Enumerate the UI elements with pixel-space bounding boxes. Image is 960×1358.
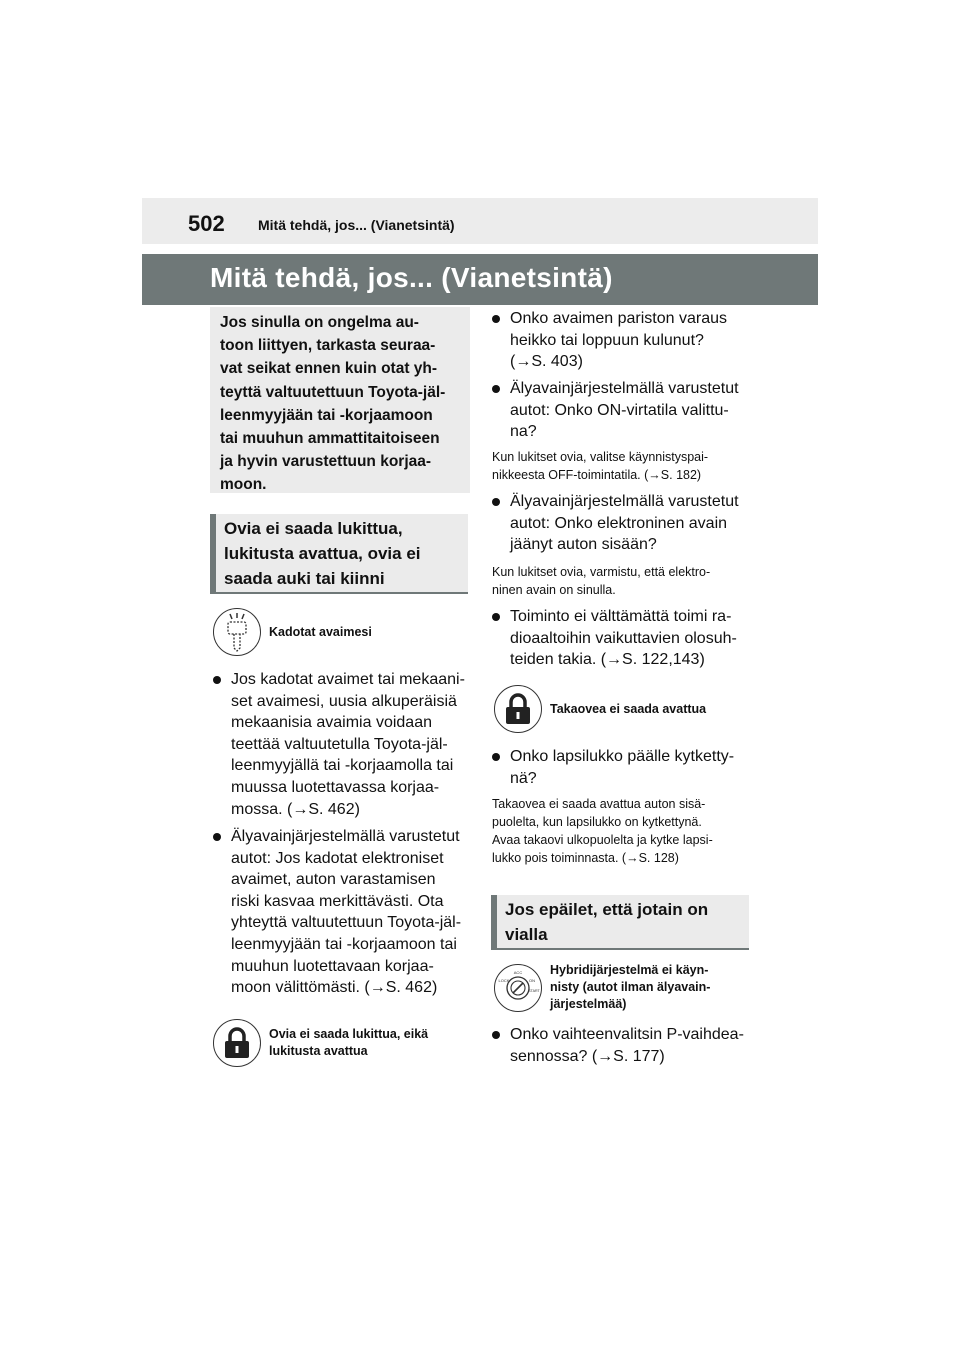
running-header-title: Mitä tehdä, jos... (Vianetsintä)	[258, 217, 455, 233]
note-text: Takaovea ei saada avattua auton sisä- puolelta, kun lapsilukko on kytkettynä. Avaa takaovi ulkopuolelta ja kytke lapsi- lukko pois toiminnasta. (→S. 128)	[492, 797, 713, 865]
svg-text:LOCK: LOCK	[498, 977, 510, 983]
subhead-door-lock	[213, 1019, 428, 1067]
heading-line: vialla	[505, 925, 548, 944]
key-icon	[213, 608, 261, 656]
heading-line: Ovia ei saada lukittua,	[224, 519, 403, 538]
section-heading-doors	[210, 514, 468, 594]
bullet-text: Älyavainjärjestelmällä varustetut autot: Onko elektroninen avain jäänyt auton sisään?	[510, 493, 739, 554]
intro-line: leenmyyjään tai -korjaamoon	[220, 406, 433, 424]
bullet-dot	[213, 833, 221, 841]
subhead-label: Kadotat avaimesi	[269, 624, 372, 639]
intro-box	[210, 307, 470, 493]
intro-line: vat seikat ennen kuin otat yh-	[220, 360, 438, 378]
list-item	[213, 826, 473, 1000]
bullet-dot	[492, 498, 500, 506]
bullet-dot	[492, 385, 500, 393]
ignition-switch-icon	[494, 964, 542, 1012]
svg-text:START: START	[528, 988, 540, 993]
list-item	[492, 606, 752, 672]
list-item	[492, 1024, 752, 1068]
heading-line: saada auki tai kiinni	[224, 569, 385, 588]
section-heading-suspected-fault	[491, 895, 749, 950]
bullet-text: Onko avaimen pariston varaus heikko tai loppuun kulunut? (→S. 403)	[510, 310, 727, 371]
list-item	[492, 308, 752, 374]
bullet-dot	[492, 1031, 500, 1039]
subhead-label: Hybridijärjestelmä ei käyn- nisty (autot ilman älyavain- järjestelmää)	[550, 963, 711, 1011]
intro-line: toon liittyen, tarkasta seuraa-	[220, 337, 436, 355]
bullet-text: Onko vaihteenvalitsin P-vaihdea- sennossa? (→S. 177)	[510, 1026, 744, 1065]
bullet-dot	[213, 676, 221, 684]
list-item	[213, 669, 473, 821]
padlock-icon	[213, 1019, 261, 1067]
list-item	[492, 378, 752, 444]
header-bar	[142, 198, 818, 244]
subhead-hybrid-no-start	[494, 962, 710, 1013]
subhead-lost-keys	[213, 608, 372, 656]
padlock-icon	[494, 685, 542, 733]
bullet-dot	[492, 753, 500, 761]
page-title: Mitä tehdä, jos... (Vianetsintä)	[210, 262, 613, 293]
subhead-label: Takaovea ei saada avattua	[550, 701, 707, 716]
subhead-rear-door	[494, 685, 706, 733]
heading-line: lukitusta avattua, ovia ei	[224, 544, 421, 563]
bullet-text: Älyavainjärjestelmällä varustetut autot: Onko ON-virtatila valittu- na?	[510, 380, 739, 441]
list-item	[492, 746, 752, 790]
intro-line: Jos sinulla on ongelma au-	[220, 314, 419, 331]
subhead-label: Ovia ei saada lukittua, eikä lukitusta avattua	[269, 1027, 429, 1058]
note-text: Kun lukitset ovia, valitse käynnistyspai- nikkeesta OFF-toimintatila. (→S. 182)	[492, 450, 709, 482]
bullet-dot	[492, 315, 500, 323]
bullet-dot	[492, 613, 500, 621]
svg-text:ON: ON	[529, 977, 535, 983]
note-text: Kun lukitset ovia, varmistu, että elektro- ninen avain on sinulla.	[492, 565, 711, 597]
page-number: 502	[188, 211, 225, 236]
intro-line: teyttä valtuutettuun Toyota-jäl-	[220, 383, 446, 401]
bullet-text: Jos kadotat avaimet tai mekaani- set avaimesi, uusia alkuperäisiä mekaanisia avaimia voidaan teettää valtuutetulla Toyota-jäl- leenmyyjällä tai -korjaamolla tai muussa luotettavassa korjaa- mossa. (→S. 462)	[231, 671, 465, 818]
intro-line: tai muuhun ammattitaitoiseen	[220, 430, 440, 448]
intro-line: ja hyvin varustettuun korjaa-	[220, 453, 432, 471]
bullet-text: Älyavainjärjestelmällä varustetut autot: Jos kadotat elektroniset avaimet, auton varastamisen riski kasvaa merkittävästi. Ota yhteyttä valtuutettuun Toyota-jäl- leenmyyjään tai -korjaamoon tai muuhun luotettavaan korjaa- moon välittömästi. (→S. 462)	[231, 828, 462, 997]
heading-line: Jos epäilet, että jotain on	[505, 900, 709, 919]
bullet-text: Onko lapsilukko päälle kytketty- nä?	[510, 748, 735, 787]
intro-line: moon.	[220, 476, 267, 494]
bullet-text: Toiminto ei välttämättä toimi ra- dioaaltoihin vaikuttavien olosuh- teiden takia. (→S. 122,143)	[510, 608, 737, 669]
list-item	[492, 491, 752, 557]
svg-text:ACC: ACC	[513, 969, 523, 975]
